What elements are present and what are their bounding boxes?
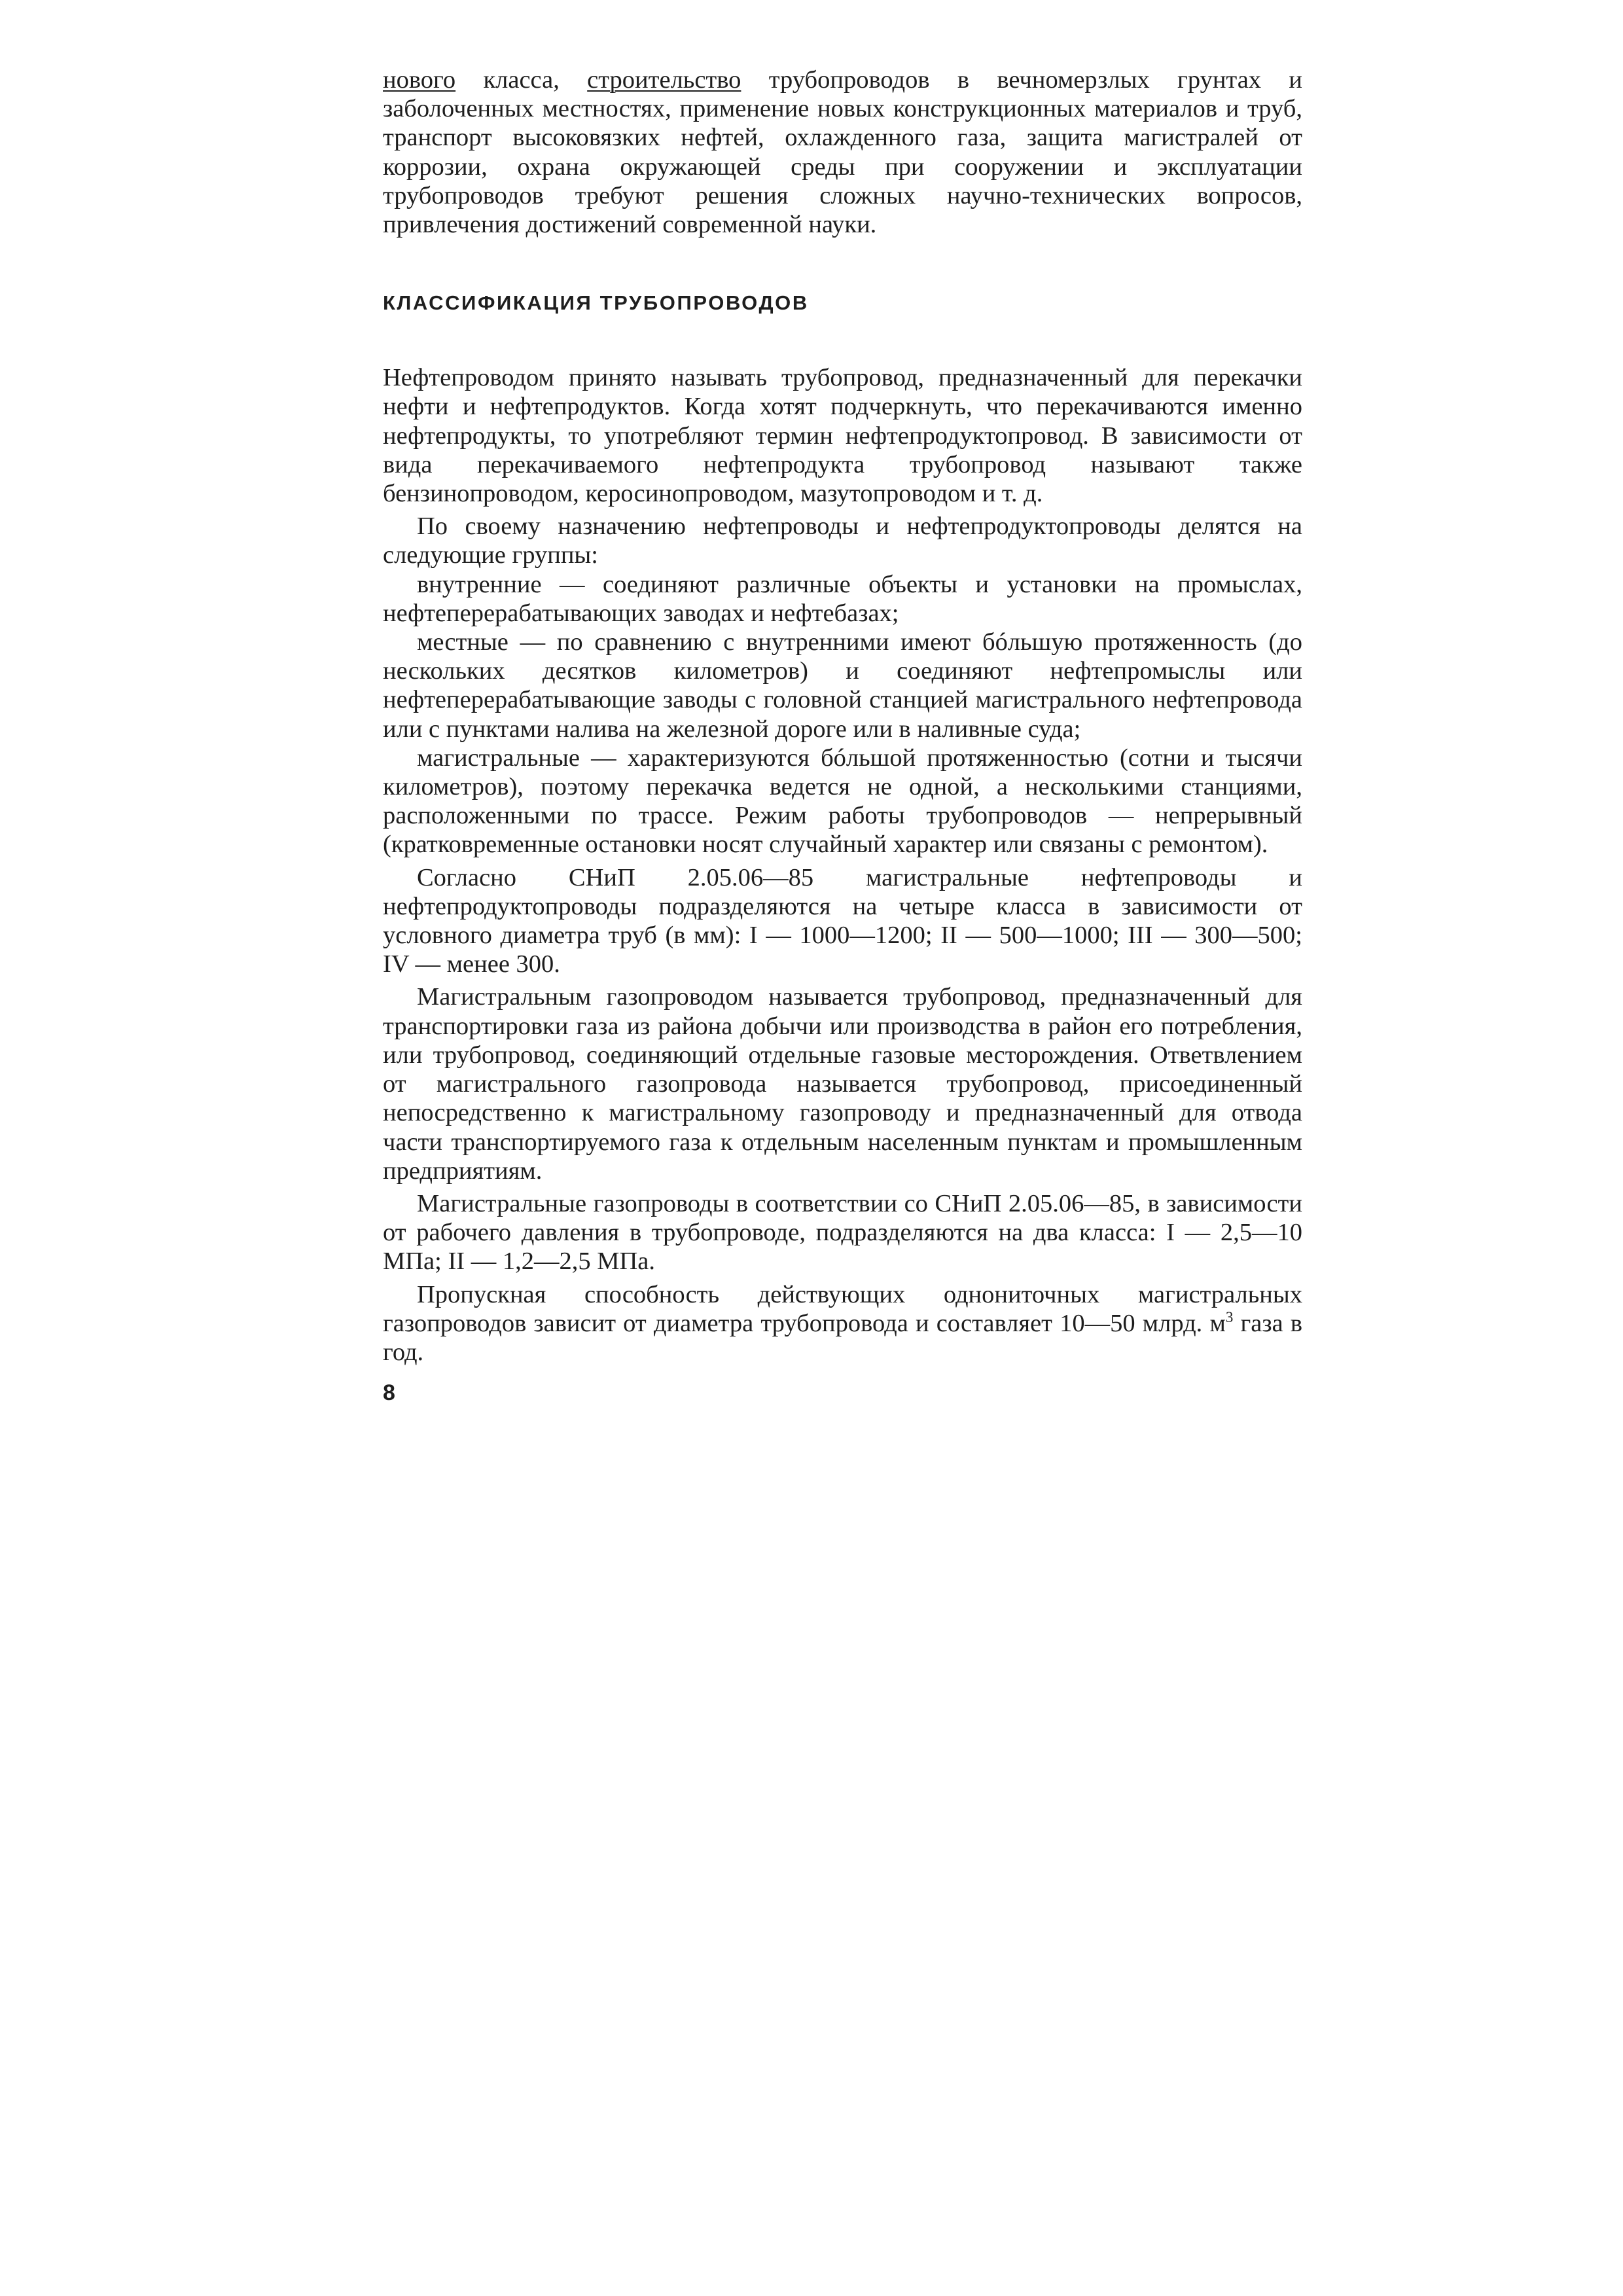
paragraph-oil-classes: Согласно СНиП 2.05.06—85 магистральные нефтепроводы и нефтепродуктопроводы подразделяются на четыре класса в зависимости от условного диаметра труб (в мм): I — 1000—1200; II — 500—1000; III — 300—500; IV — менее 300.	[383, 863, 1302, 978]
intro-paragraph: нового класса, строительство трубопроводов в вечномерзлых грунтах и заболоченных местностях, применение новых конструкционных материалов и труб, транспорт высоковязких нефтей, охлажденного газа, защита магистралей от коррозии, охрана окружающей среды при сооружении и эксплуатации трубопроводов требуют решения сложных научно-технических вопросов, привлечения достижений современной науки.	[383, 66, 1303, 239]
paragraph-capacity: Пропускная способность действующих однониточных магистральных газопроводов зависит от диаметра трубопровода и составляет 10—50 млрд. $м^3$ газа в год.	[383, 1280, 1302, 1366]
page-number: 8	[383, 1380, 395, 1406]
section-heading: КЛАССИФИКАЦИЯ ТРУБОПРОВОДОВ	[383, 291, 809, 315]
underlined-word: нового	[383, 66, 456, 94]
paragraph-gas-classes: Магистральные газопроводы в соответствии со СНиП 2.05.06—85, в зависимости от рабочего давления в трубопроводе, подразделяются на два класса: I — 2,5—10 МПа; II — 1,2—2,5 МПа.	[383, 1189, 1302, 1276]
list-item-internal: внутренние — соединяют различные объекты и установки на промыслах, нефтеперерабатывающих заводах и нефтебазах;	[383, 570, 1302, 627]
list-item-local: местные — по сравнению с внутренними имеют бóльшую протяженность (до нескольких десятков километров) и соединяют нефтепромыслы или нефтеперерабатывающие заводы с головной станцией магистрального нефтепровода или с пунктами налива на железной дороге или в наливные суда;	[383, 628, 1302, 743]
book-page	[383, 65, 1302, 1571]
list-item-trunk: магистральные — характеризуются бóльшой протяженностью (сотни и тысячи километров), поэтому перекачка ведется не одной, а несколькими станциями, расположенными по трассе. Режим работы трубопроводов — непрерывный (кратковременные остановки носят случайный характер или связаны с ремонтом).	[383, 744, 1302, 859]
paragraph-groups-intro: По своему назначению нефтепроводы и нефтепродуктопроводы делятся на следующие группы:	[383, 512, 1302, 569]
underlined-word: строительство	[587, 66, 741, 94]
paragraph-definition: Нефтепроводом принято называть трубопровод, предназначенный для перекачки нефти и нефтепродуктов. Когда хотят подчеркнуть, что перекачиваются именно нефтепродукты, то употребляют термин нефтепродуктопровод. В зависимости от вида перекачиваемого нефтепродукта трубопровод называют также бензинопроводом, керосинопроводом, мазутопроводом и т. д.	[383, 364, 1302, 508]
paragraph-gas-pipeline: Магистральным газопроводом называется трубопровод, предназначенный для транспортировки газа из района добычи или производства в район его потребления, или трубопровод, соединяющий отдельные газовые месторождения. Ответвлением от магистрального газопровода называется трубопровод, присоединенный непосредственно к магистральному газопроводу и предназначенный для отвода части транспортируемого газа к отдельным населенным пунктам и промышленным предприятиям.	[383, 983, 1302, 1185]
